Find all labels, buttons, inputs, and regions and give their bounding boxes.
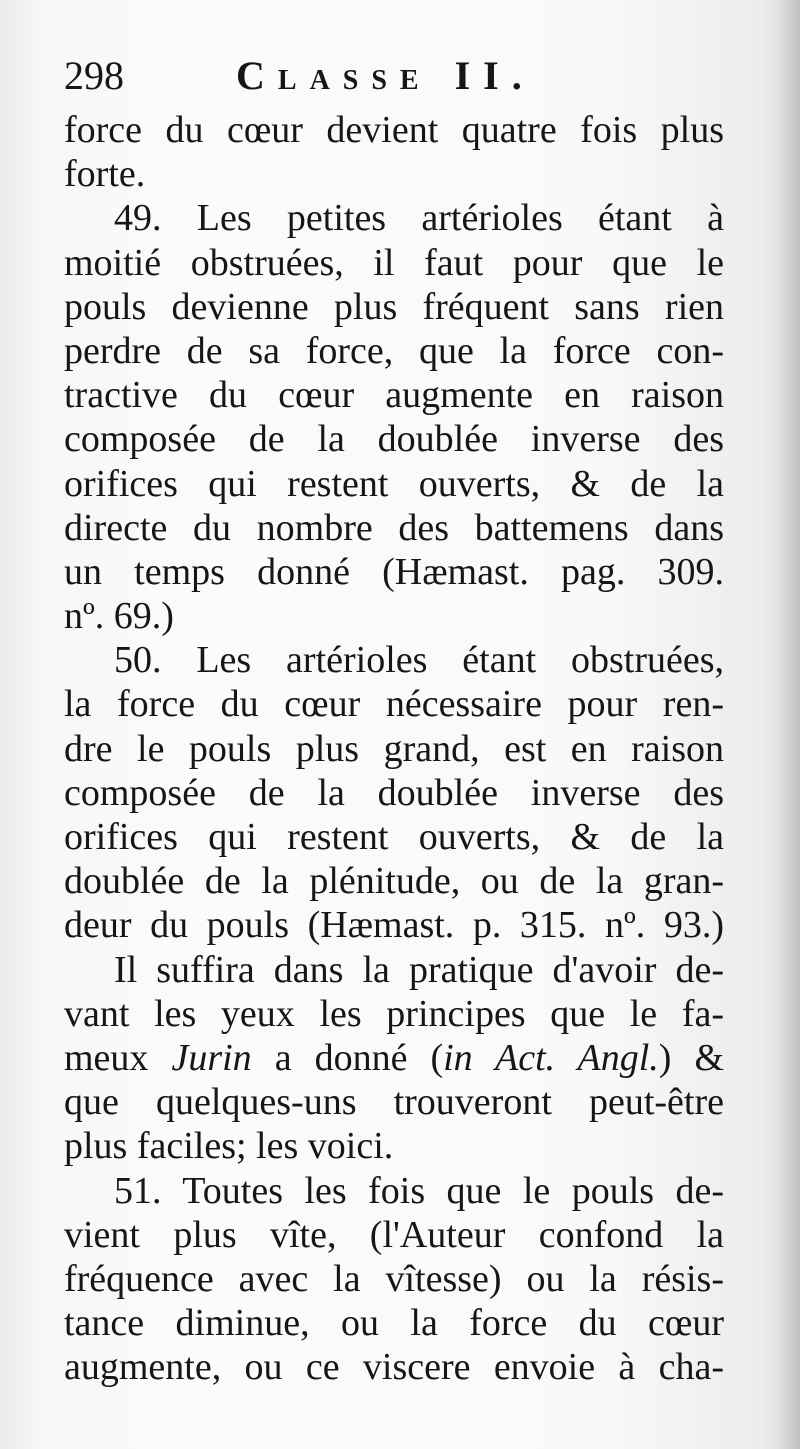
text-line: 49. Les petites artérioles étant à xyxy=(114,197,724,240)
text-line: deur du pouls (Hæmast. p. 315. nº. 93.) xyxy=(64,904,724,947)
page-number: 298 xyxy=(64,53,124,98)
text-line: force du cœur devient quatre fois plus xyxy=(64,109,724,151)
text-line: perdre de sa force, que la force con- xyxy=(64,329,724,372)
text-line: tractive du cœur augmente en raison xyxy=(64,374,724,417)
text-line: plus faciles; les voici. xyxy=(64,1125,394,1168)
italic-segment: in Act. Angl. xyxy=(443,1036,659,1079)
body-text xyxy=(64,108,724,1389)
text-line: directe du nombre des battemens dans xyxy=(64,506,724,549)
running-head: Classe II. xyxy=(236,53,535,98)
text-line: tance diminue, ou la force du cœur xyxy=(64,1302,724,1345)
text-line xyxy=(64,1036,724,1080)
text-line: vant les yeux les principes que le fa- xyxy=(64,992,724,1035)
text-line: que quelques-uns trouveront peut-être xyxy=(64,1081,724,1124)
text-line: nº. 69.) xyxy=(64,595,174,638)
text-line: Il suffira dans la pratique d'avoir de- xyxy=(114,948,724,991)
text-segment: meux xyxy=(64,1036,172,1079)
text-line: la force du cœur nécessaire pour ren- xyxy=(64,683,724,726)
text-line: composée de la doublée inverse des xyxy=(64,771,724,814)
text-line: composée de la doublée inverse des xyxy=(64,418,724,461)
text-line: 50. Les artérioles étant obstruées, xyxy=(114,639,724,682)
text-line: un temps donné (Hæmast. pag. 309. xyxy=(64,550,724,593)
text-line: augmente, ou ce viscere envoie à cha- xyxy=(64,1346,724,1389)
text-line: orifices qui restent ouverts, & de la xyxy=(64,462,724,505)
italic-segment: Jurin xyxy=(171,1036,252,1079)
text-line: moitié obstruées, il faut pour que le xyxy=(64,241,724,284)
text-line: pouls devienne plus fréquent sans rien xyxy=(64,285,724,328)
text-line: vient plus vîte, (l'Auteur confond la xyxy=(64,1213,724,1256)
text-segment: a donné ( xyxy=(251,1036,444,1079)
text-line: dre le pouls plus grand, est en raison xyxy=(64,727,724,770)
text-line: doublée de la plénitude, ou de la gran- xyxy=(64,860,724,903)
page-header xyxy=(64,48,744,104)
text-line: forte. xyxy=(64,153,146,196)
text-line: orifices qui restent ouverts, & de la xyxy=(64,816,724,858)
page-edge-shadow xyxy=(776,0,800,1449)
text-line: 51. Toutes les fois que le pouls de- xyxy=(114,1169,724,1212)
text-segment: ) & xyxy=(658,1036,724,1079)
text-line: fréquence avec la vîtesse) ou la résis- xyxy=(64,1257,724,1300)
